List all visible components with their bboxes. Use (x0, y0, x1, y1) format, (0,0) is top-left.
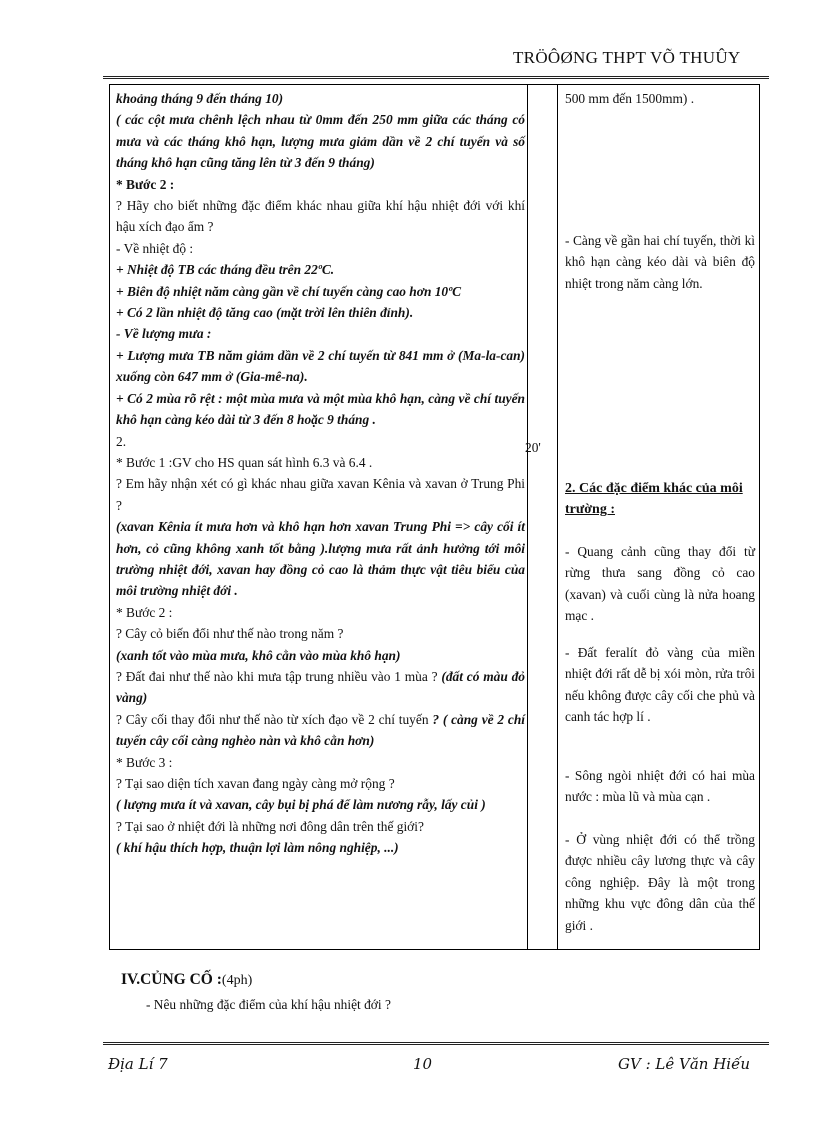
school-header: TRÖÔØNG THPT VÕ THUÛY (513, 48, 741, 67)
footer-divider (103, 1042, 769, 1045)
activity-line: + Lượng mưa TB năm giảm dần về 2 chí tuyến từ 841 mm ở (Ma-la-can) xuống còn 647 mm ở (Gia-mê-na). (116, 347, 525, 385)
activity-line: * Bước 2 : (116, 176, 175, 192)
activity-question: ? Cây cối thay đổi như thế nào từ xích đạo về 2 chí tuyến (116, 711, 433, 727)
column-divider-1 (527, 85, 528, 949)
activity-line: - Về lượng mưa : (116, 326, 212, 342)
content-text: - Sông ngòi nhiệt đới có hai mùa nước : mùa lũ và mùa cạn . (565, 768, 755, 805)
content-cell-2 (565, 230, 755, 294)
activity-answer: (đất có màu đỏ vàng) (116, 668, 526, 706)
content-text: - Ở vùng nhiệt đới có thể trồng được nhiều cây lương thực và cây công nghiệp. Đây là một trong những khu vực đông dân của thế giới . (565, 832, 755, 933)
content-text: - Đất feralít đỏ vàng của miền nhiệt đới rất dễ bị xói mòn, rửa trôi nếu không được cây cối che phủ và canh tác hợp lí . (565, 645, 755, 725)
activity-line: * Bước 2 : (116, 604, 173, 620)
summary-title: IV.CỦNG CỐ : (121, 971, 222, 988)
summary-question: - Nêu những đặc điểm của khí hậu nhiệt đới ? (146, 997, 391, 1012)
content-section-title (565, 478, 755, 521)
column-divider-2 (557, 85, 558, 949)
activity-answer: ? ( càng về 2 chí tuyến cây cối càng nghèo nàn và khô cằn hơn) (116, 711, 525, 749)
footer-subject: Địa Lí 7 (108, 1055, 168, 1073)
activity-line: ? Tại sao ở nhiệt đới là những nơi đông dân trên thế giới? (116, 818, 424, 834)
section-title: 2. Các đặc điểm khác của môi trường : (565, 481, 743, 518)
content-cell-4 (565, 642, 755, 728)
activity-line: - Về nhiệt độ : (116, 240, 194, 256)
content-cell-5 (565, 765, 755, 808)
activity-line: + Nhiệt độ TB các tháng đều trên 22ºC. (116, 262, 335, 278)
activity-line: (xanh tốt vào mùa mưa, khô cằn vào mùa khô hạn) (116, 647, 401, 663)
activity-line: 2. (116, 433, 127, 449)
activity-line (116, 709, 525, 752)
footer-teacher: GV : Lê Văn Hiếu (618, 1055, 750, 1073)
activity-line: + Có 2 mùa rõ rệt : một mùa mưa và một mùa khô hạn, càng về chí tuyến khô hạn càng kéo dài từ 3 đến 8 hoặc 9 tháng . (116, 390, 525, 428)
activity-line (116, 666, 525, 709)
activity-question: ? Đất đai như thế nào khi mưa tập trung nhiều vào 1 mùa ? (116, 668, 442, 684)
activity-line: + Có 2 lần nhiệt độ tăng cao (mặt trời lên thiên đỉnh). (116, 305, 414, 321)
teacher-activities-column (116, 88, 525, 859)
content-cell-3 (565, 541, 755, 627)
activity-line: + Biên độ nhiệt năm càng gần về chí tuyến càng cao hơn 10ºC (116, 283, 462, 299)
activity-line: (xavan Kênia ít mưa hơn và khô hạn hơn xavan Trung Phi => cây cối ít hơn, cỏ cũng không xanh tốt bằng ).lượng mưa rất ảnh hưởng tới môi trường nhiệt đới, xavan hay đồng cỏ cao là thảm thực vật tiêu biểu của môi trường nhiệt đới . (116, 519, 525, 599)
activity-line: ( lượng mưa ít và xavan, cây bụi bị phá để làm nương rẫy, lấy củi ) (116, 797, 486, 813)
activity-line: ( các cột mưa chênh lệch nhau từ 0mm đến 250 mm giữa các tháng có mưa và các tháng khô hạn, lượng mưa giảm dần về 2 chí tuyến và số tháng khô hạn cũng tăng lên từ 3 đến 9 tháng) (116, 112, 525, 171)
activity-line: ? Hãy cho biết những đặc điểm khác nhau giữa khí hậu nhiệt đới với khí hậu xích đạo ẩm ? (116, 198, 525, 235)
activity-line: khoảng tháng 9 đến tháng 10) (116, 91, 284, 106)
activity-line: ? Tại sao diện tích xavan đang ngày càng mở rộng ? (116, 776, 395, 791)
content-text: - Càng về gần hai chí tuyến, thời kì khô hạn càng kéo dài và biên độ nhiệt trong năm càng lớn. (565, 233, 755, 291)
activity-line: * Bước 1 :GV cho HS quan sát hình 6.3 và 6.4 . (116, 454, 373, 470)
summary-duration: (4ph) (221, 973, 253, 988)
time-mark: 20' (525, 440, 541, 455)
content-cell-1 (565, 88, 755, 109)
activity-line: ? Cây cỏ biến đổi như thế nào trong năm ? (116, 626, 344, 642)
summary-heading (121, 971, 252, 989)
content-cell-6 (565, 829, 755, 936)
activity-line: ( khí hậu thích hợp, thuận lợi làm nông nghiệp, ...) (116, 840, 399, 856)
header-divider (103, 76, 769, 79)
content-text: - Quang cảnh cũng thay đổi từ rừng thưa sang đồng cỏ cao (xavan) và cuối cùng là nửa hoang mạc . (565, 544, 755, 624)
content-text: 500 mm đến 1500mm) . (565, 91, 695, 106)
footer-page-number: 10 (413, 1055, 433, 1073)
activity-line: ? Em hãy nhận xét có gì khác nhau giữa xavan Kênia và xavan ở Trung Phi ? (116, 476, 525, 513)
activity-line: * Bước 3 : (116, 754, 173, 770)
